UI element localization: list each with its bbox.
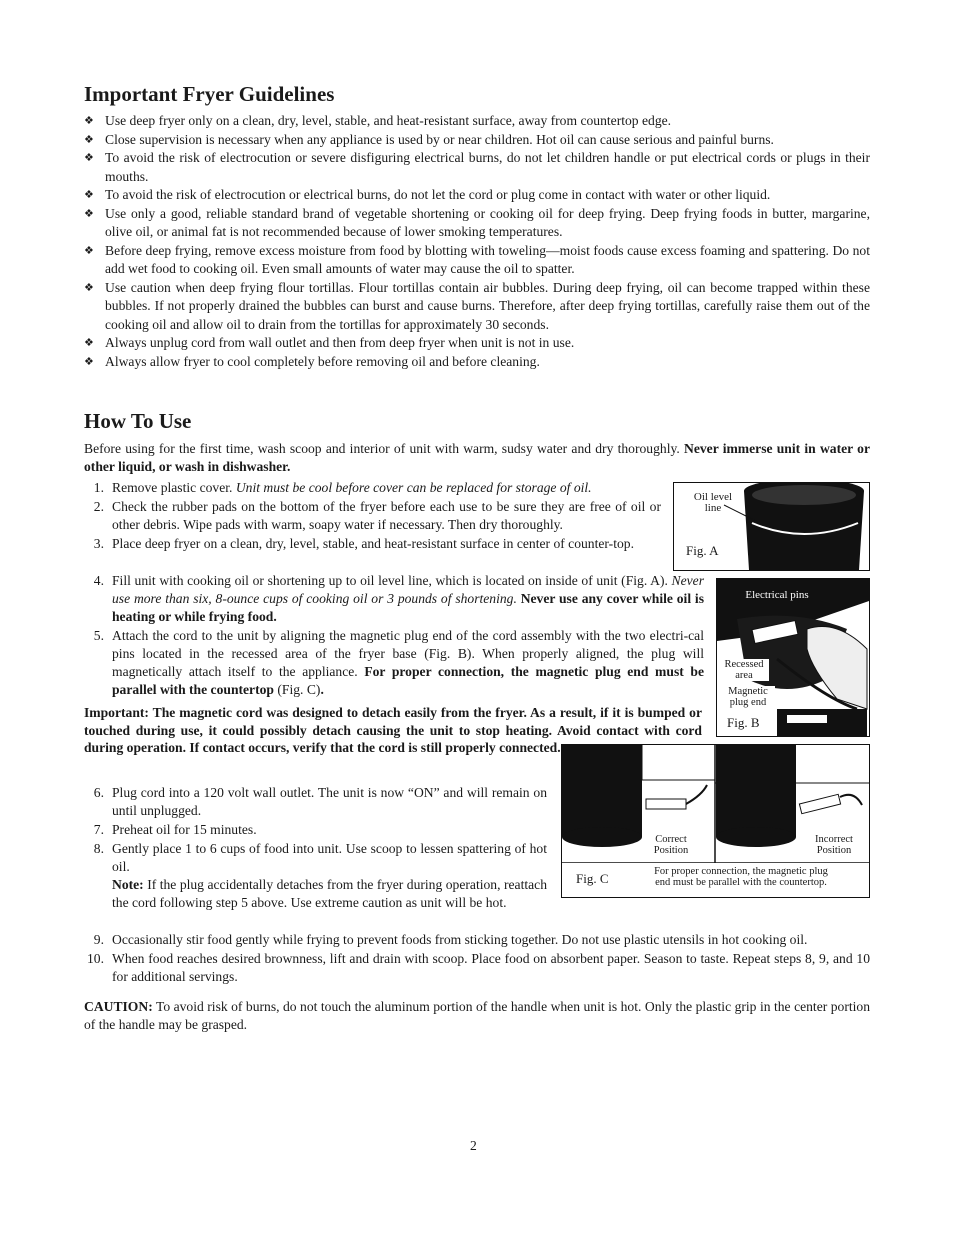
- guideline-item: ❖ To avoid the risk of electrocution or electrical burns, do not let the cord or plug come in contact with water or other liquid.: [84, 186, 870, 205]
- steps-list-a: [84, 479, 661, 554]
- step-item: 8. Gently place 1 to 6 cups of food into unit. Use scoop to lessen spattering of hot oil. Note: If the plug accidentally detaches from the fryer during operation, reattach the cord following step 5 above. Use extreme caution as unit will be hot.: [93, 841, 547, 910]
- guideline-item: ❖ To avoid the risk of electrocution or severe disfiguring electrical burns, do not let children handle or put electrical cords or plugs in their mouths.: [84, 150, 870, 184]
- step-item: 7. Preheat oil for 15 minutes.: [93, 822, 257, 837]
- page-number: 2: [470, 1138, 477, 1153]
- correct-position-label: Correct Position: [644, 834, 698, 856]
- bullet-icon: ❖: [84, 152, 94, 164]
- bullet-icon: ❖: [84, 115, 94, 127]
- caution-paragraph: CAUTION: To avoid risk of burns, do not touch the aluminum portion of the handle when unit is hot. Only the plastic grip in the center portion of the handle may be grasped.: [84, 999, 871, 1032]
- step-item: 3. Place deep fryer on a clean, dry, level, stable, and heat-resistant surface in center of counter-top.: [93, 536, 634, 551]
- step-item: 1. Remove plastic cover. Unit must be cool before cover can be replaced for storage of oil.: [93, 480, 592, 495]
- step-item: 10. When food reaches desired brownness, lift and drain with scoop. Place food on absorbent paper. Season to taste. Repeat steps 8, 9, and 10 for additional servings.: [87, 951, 870, 984]
- step-item: 2. Check the rubber pads on the bottom of the fryer before each use to be sure they are free of oil or other debris. Wipe pads with warm, soapy water if necessary. Then dry thoroughly.: [93, 499, 661, 532]
- magnetic-plug-illustration: [717, 579, 869, 736]
- guideline-item: ❖ Close supervision is necessary when any appliance is used by or near children. Hot oil can cause serious and painful burns.: [84, 131, 870, 150]
- figure-b: [716, 578, 870, 737]
- guideline-item: ❖ Use only a good, reliable standard brand of vegetable shortening or cooking oil for deep frying. Deep frying foods in butter, margarine, olive oil, or animal fat is not recommended because of lower smoking temperatures.: [84, 205, 870, 239]
- step-item: 4. Fill unit with cooking oil or shortening up to oil level line, which is located on inside of unit (Fig. A). Never use more than six, 8-ounce cups of cooking oil or 3 pounds of shortening. Never use any cover while oil is heating or while frying food.: [93, 573, 704, 624]
- guideline-item: ❖ Before deep frying, remove excess moisture from food by blotting with toweling—moist foods cause excess foaming and spattering. Do not add wet food to cooking oil. Even small amounts of water may cause the oil to spatter.: [84, 242, 870, 276]
- figure-a: [673, 482, 870, 571]
- bullet-icon: ❖: [84, 244, 94, 257]
- steps-list-c: [84, 784, 547, 913]
- guidelines-list: [84, 112, 870, 371]
- bullet-icon: ❖: [84, 133, 94, 146]
- bullet-icon: ❖: [84, 281, 94, 294]
- magnetic-plug-label: Magnetic plug end: [721, 686, 775, 708]
- fig-c-caption: For proper connection, the magnetic plug end must be parallel with the countertop.: [654, 866, 828, 888]
- fig-a-label: Fig. A: [686, 543, 719, 558]
- bullet-icon: ❖: [84, 355, 94, 368]
- guideline-item: ❖ Use caution when deep frying flour tortillas. Flour tortillas contain air bubbles. During deep frying, oil can become trapped within these bubbles. If not properly drained the bubbles can burst and cause burns. Therefore, after deep frying tortillas, carefully raise them out of the cooking oil and allow oil to drain from the tortillas for approximately 30 seconds.: [84, 279, 870, 332]
- intro-paragraph: Before using for the first time, wash scoop and interior of unit with warm, sudsy water and dry thoroughly. Never immerse unit in water or other liquid, or wash in dishwasher.: [84, 441, 870, 474]
- guideline-item: ❖ Use deep fryer only on a clean, dry, level, stable, and heat-resistant surface, away from countertop edge.: [84, 112, 870, 131]
- bullet-icon: ❖: [84, 189, 94, 201]
- guideline-item: ❖ Always allow fryer to cool completely before removing oil and before cleaning.: [84, 353, 870, 372]
- how-to-use-heading: How To Use: [84, 409, 192, 433]
- steps-list-b: [84, 572, 704, 700]
- steps-list-d: [84, 931, 870, 987]
- guidelines-heading: Important Fryer Guidelines: [84, 82, 335, 106]
- step-item: 9. Occasionally stir food gently while frying to prevent foods from sticking together. Do not use plastic utensils in hot cooking oil.: [93, 932, 808, 947]
- figure-c: [561, 744, 870, 898]
- recessed-area-label: Recessed area: [719, 659, 769, 681]
- incorrect-position-label: Incorrect Position: [804, 834, 864, 856]
- fig-b-label: Fig. B: [727, 715, 760, 730]
- bullet-icon: ❖: [84, 207, 94, 220]
- bullet-icon: ❖: [84, 337, 94, 349]
- oil-level-label: Oil level line: [693, 491, 733, 514]
- step-item: 6. Plug cord into a 120 volt wall outlet. The unit is now “ON” and will remain on until unplugged.: [93, 785, 547, 818]
- guideline-item: ❖ Always unplug cord from wall outlet and then from deep fryer when unit is not in use.: [84, 334, 870, 353]
- electrical-pins-label: Electrical pins: [745, 589, 809, 601]
- fig-c-label: Fig. C: [576, 871, 609, 886]
- important-paragraph: Important: The magnetic cord was designed to detach easily from the fryer. As a result, if it is bumped or touched during use, it could possibly detach causing the unit to stop heating. Avoid contact with cord during operation. If contact occurs, verify that the cord is still properly connected.: [84, 705, 702, 755]
- step-item: 5. Attach the cord to the unit by aligning the magnetic plug end of the cord assembly with the two electri-cal pins located in the recessed area of the fryer base (Fig. B). When properly aligned, the plug will magnetically attach itself to the appliance. For proper connection, the magnetic plug end must be parallel with the countertop (Fig. C).: [93, 628, 704, 697]
